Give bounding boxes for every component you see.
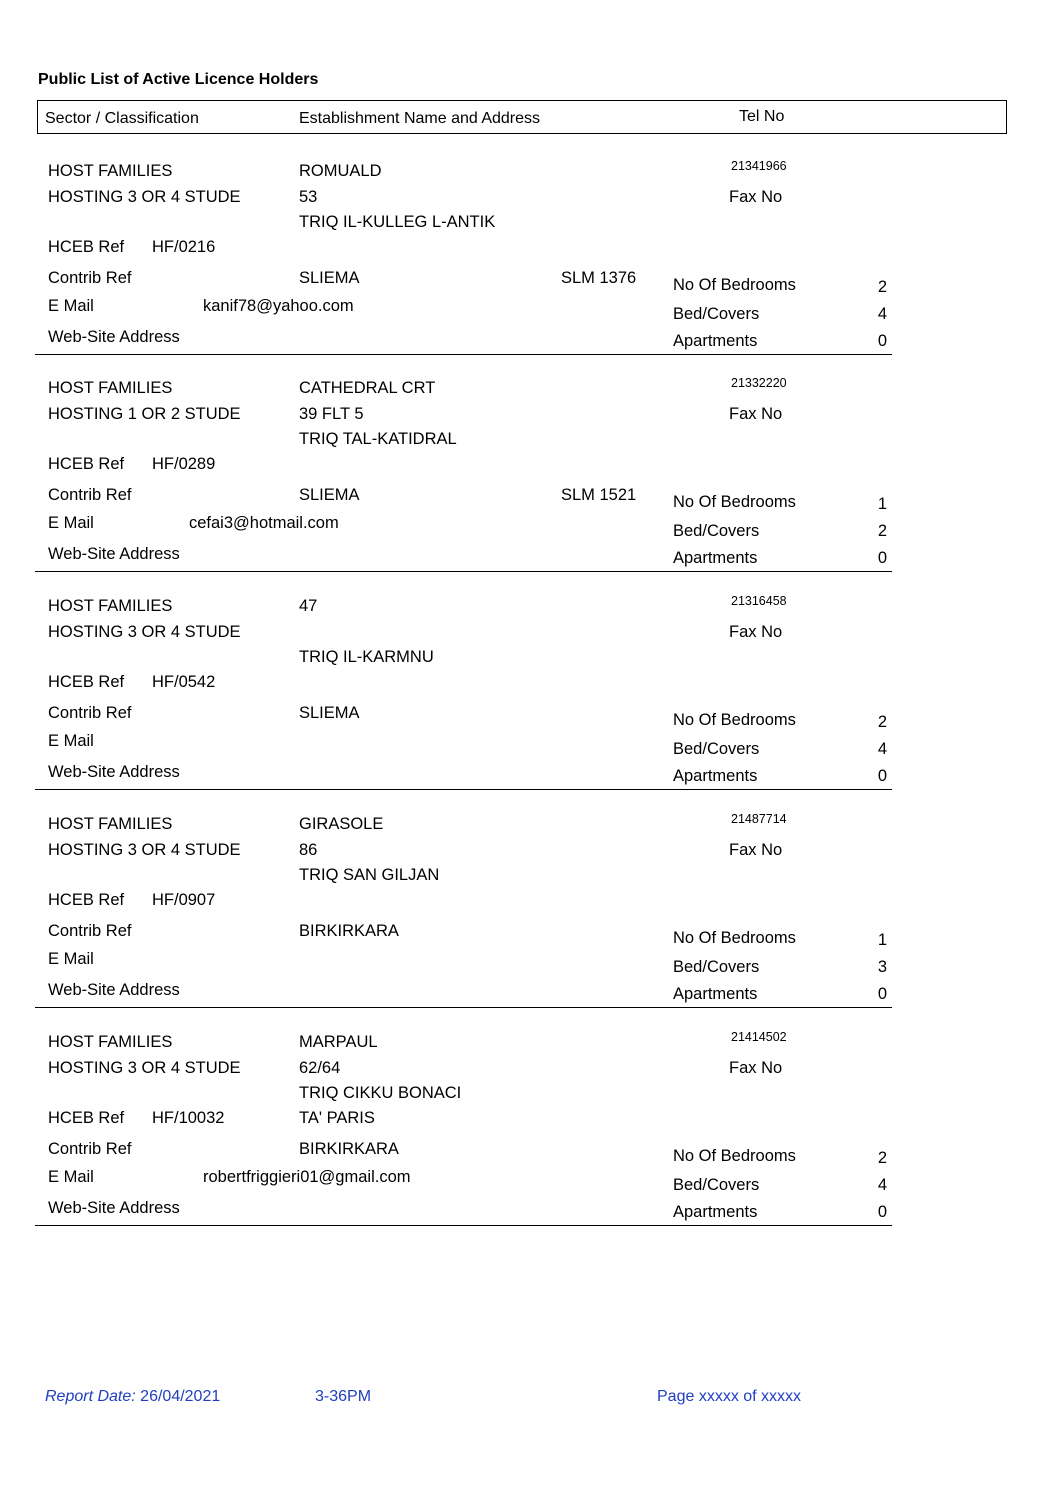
licence-record (0, 374, 1058, 592)
contrib-ref-label: Contrib Ref (48, 486, 132, 504)
sector-label: HOST FAMILIES (48, 597, 173, 615)
licence-record (0, 592, 1058, 810)
address-line-3: TA' PARIS (299, 1109, 375, 1127)
contrib-ref-label: Contrib Ref (48, 922, 132, 940)
record-separator (35, 1225, 892, 1226)
header-tel: Tel No (739, 108, 785, 125)
fax-label: Fax No (729, 188, 783, 206)
apartments-label: Apartments (673, 549, 758, 567)
hceb-ref-label: HCEB Ref (48, 455, 125, 473)
address-line-2: TRIQ SAN GILJAN (299, 866, 440, 884)
email-value: robertfriggieri01@gmail.com (203, 1168, 411, 1186)
hceb-ref-value: HF/0542 (152, 673, 216, 691)
licence-record (0, 1028, 1058, 1246)
tel-number: 21341966 (731, 159, 787, 173)
address-line-1: 53 (299, 188, 318, 206)
bedrooms-label: No Of Bedrooms (673, 493, 796, 511)
bedcovers-label: Bed/Covers (673, 522, 760, 540)
tel-number: 21316458 (731, 594, 787, 608)
hceb-ref-label: HCEB Ref (48, 1109, 125, 1127)
licence-record (0, 157, 1058, 375)
email-label: E Mail (48, 1168, 94, 1186)
establishment-name: GIRASOLE (299, 815, 384, 833)
licence-record (0, 810, 1058, 1028)
locality: SLIEMA (299, 486, 360, 504)
address-line-2: TRIQ IL-KULLEG L-ANTIK (299, 213, 496, 231)
fax-label: Fax No (729, 623, 783, 641)
report-date-label: Report Date: (45, 1388, 136, 1405)
page-title: Public List of Active Licence Holders (38, 71, 319, 88)
bedrooms-value: 1 (877, 931, 887, 949)
classification: HOSTING 3 OR 4 STUDE (48, 841, 241, 859)
classification: HOSTING 3 OR 4 STUDE (48, 623, 241, 641)
bedcovers-value: 3 (877, 958, 887, 976)
bedcovers-label: Bed/Covers (673, 305, 760, 323)
report-time: 3-36PM (315, 1388, 372, 1405)
hceb-ref-label: HCEB Ref (48, 673, 125, 691)
apartments-value: 0 (877, 767, 887, 785)
locality: SLIEMA (299, 269, 360, 287)
contrib-ref-label: Contrib Ref (48, 269, 132, 287)
apartments-value: 0 (877, 332, 887, 350)
email-label: E Mail (48, 950, 94, 968)
bedcovers-label: Bed/Covers (673, 740, 760, 758)
bedcovers-value: 4 (877, 740, 887, 758)
hceb-ref-value: HF/0289 (152, 455, 216, 473)
column-header-row (37, 100, 1007, 134)
apartments-value: 0 (877, 549, 887, 567)
contrib-ref-label: Contrib Ref (48, 704, 132, 722)
contrib-ref-label: Contrib Ref (48, 1140, 132, 1158)
establishment-name: MARPAUL (299, 1033, 378, 1051)
apartments-label: Apartments (673, 767, 758, 785)
report-date (45, 1388, 220, 1406)
apartments-label: Apartments (673, 332, 758, 350)
record-separator (35, 354, 892, 355)
hceb-ref-label: HCEB Ref (48, 891, 125, 909)
bedcovers-value: 4 (877, 305, 887, 323)
bedrooms-value: 2 (877, 1149, 887, 1167)
website-label: Web-Site Address (48, 1199, 180, 1217)
report-date-value: 26/04/2021 (140, 1388, 221, 1405)
sector-label: HOST FAMILIES (48, 379, 173, 397)
fax-label: Fax No (729, 841, 783, 859)
address-line-1: 86 (299, 841, 318, 859)
locality: BIRKIRKARA (299, 1140, 399, 1158)
record-separator (35, 1007, 892, 1008)
bedrooms-label: No Of Bedrooms (673, 1147, 796, 1165)
sector-label: HOST FAMILIES (48, 162, 173, 180)
record-separator (35, 789, 892, 790)
website-label: Web-Site Address (48, 545, 180, 563)
email-label: E Mail (48, 297, 94, 315)
postcode: SLM 1376 (561, 269, 637, 287)
bedcovers-label: Bed/Covers (673, 1176, 760, 1194)
record-separator (35, 571, 892, 572)
bedrooms-label: No Of Bedrooms (673, 276, 796, 294)
website-label: Web-Site Address (48, 328, 180, 346)
bedrooms-label: No Of Bedrooms (673, 711, 796, 729)
establishment-name: CATHEDRAL CRT (299, 379, 436, 397)
tel-number: 21487714 (731, 812, 787, 826)
bedrooms-value: 2 (877, 278, 887, 296)
apartments-label: Apartments (673, 985, 758, 1003)
address-line-2: TRIQ TAL-KATIDRAL (299, 430, 457, 448)
website-label: Web-Site Address (48, 763, 180, 781)
establishment-name: ROMUALD (299, 162, 382, 180)
bedcovers-value: 4 (877, 1176, 887, 1194)
email-label: E Mail (48, 732, 94, 750)
apartments-label: Apartments (673, 1203, 758, 1221)
bedcovers-value: 2 (877, 522, 887, 540)
tel-number: 21332220 (731, 376, 787, 390)
classification: HOSTING 1 OR 2 STUDE (48, 405, 241, 423)
apartments-value: 0 (877, 1203, 887, 1221)
header-establishment: Establishment Name and Address (299, 110, 541, 127)
locality: BIRKIRKARA (299, 922, 399, 940)
fax-label: Fax No (729, 405, 783, 423)
postcode: SLM 1521 (561, 486, 637, 504)
hceb-ref-label: HCEB Ref (48, 238, 125, 256)
tel-number: 21414502 (731, 1030, 787, 1044)
bedrooms-label: No Of Bedrooms (673, 929, 796, 947)
address-line-2: TRIQ IL-KARMNU (299, 648, 434, 666)
bedrooms-value: 2 (877, 713, 887, 731)
sector-label: HOST FAMILIES (48, 1033, 173, 1051)
email-value: cefai3@hotmail.com (189, 514, 339, 532)
hceb-ref-value: HF/10032 (152, 1109, 225, 1127)
classification: HOSTING 3 OR 4 STUDE (48, 188, 241, 206)
address-line-1: 39 FLT 5 (299, 405, 364, 423)
apartments-value: 0 (877, 985, 887, 1003)
bedrooms-value: 1 (877, 495, 887, 513)
sector-label: HOST FAMILIES (48, 815, 173, 833)
address-line-2: TRIQ CIKKU BONACI (299, 1084, 462, 1102)
page-number: Page xxxxx of xxxxx (657, 1388, 802, 1405)
hceb-ref-value: HF/0907 (152, 891, 216, 909)
address-line-1: 62/64 (299, 1059, 341, 1077)
website-label: Web-Site Address (48, 981, 180, 999)
email-value: kanif78@yahoo.com (203, 297, 354, 315)
email-label: E Mail (48, 514, 94, 532)
classification: HOSTING 3 OR 4 STUDE (48, 1059, 241, 1077)
bedcovers-label: Bed/Covers (673, 958, 760, 976)
fax-label: Fax No (729, 1059, 783, 1077)
hceb-ref-value: HF/0216 (152, 238, 216, 256)
header-sector: Sector / Classification (45, 110, 199, 127)
locality: SLIEMA (299, 704, 360, 722)
establishment-name: 47 (299, 597, 318, 615)
